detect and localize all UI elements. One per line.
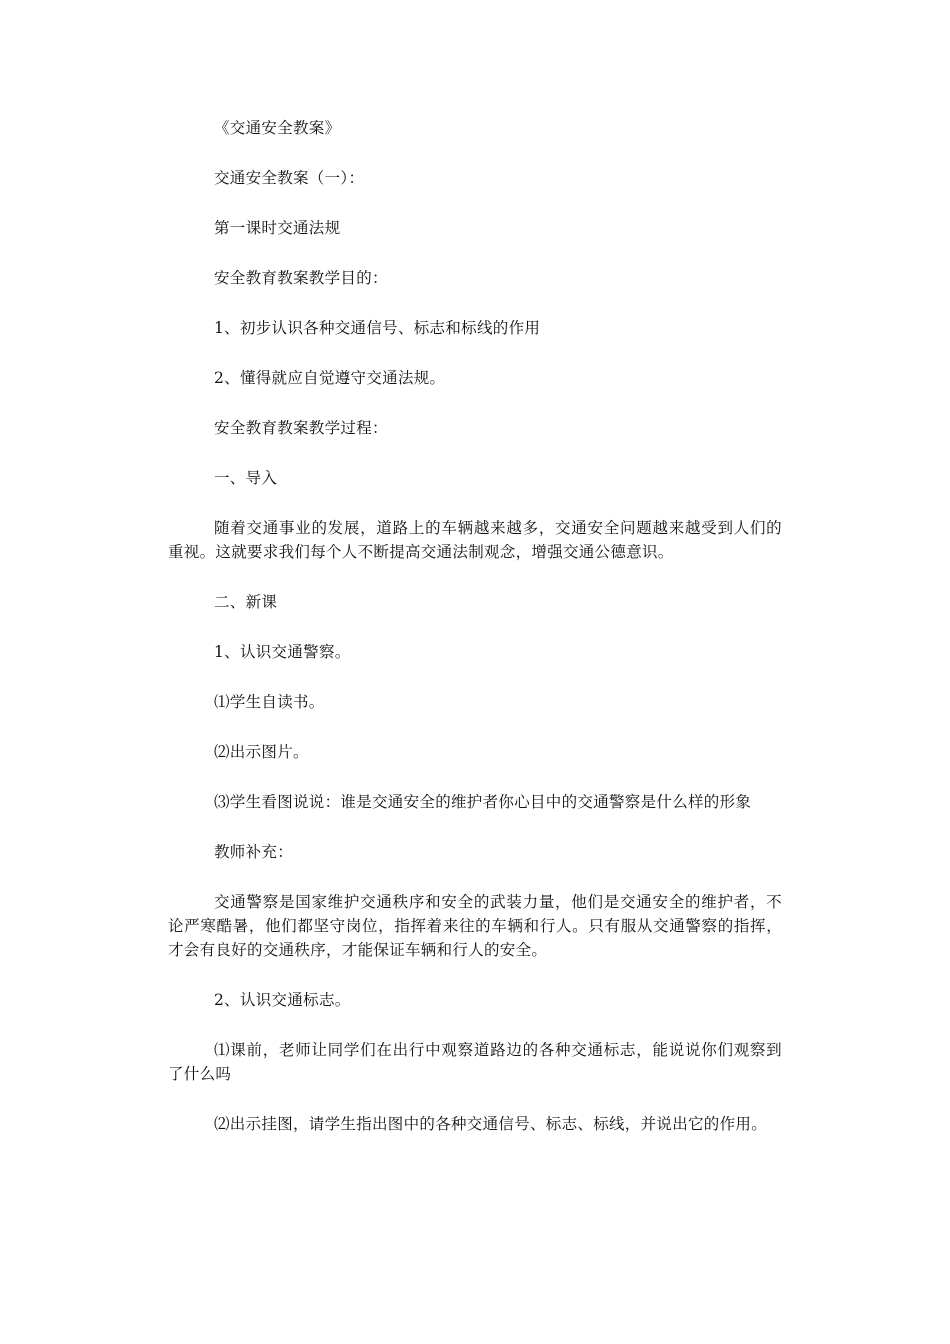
document-body <box>168 116 782 1162</box>
sub-item: ⑵出示图片。 <box>214 743 309 761</box>
sub-step: 2、认识交通标志。 <box>214 991 351 1009</box>
sub-item: ⑵出示挂图，请学生指出图中的各种交通信号、标志、标线，并说出它的作用。 <box>214 1115 768 1133</box>
body-paragraph: 随着交通事业的发展，道路上的车辆越来越多，交通安全问题越来越受到人们的重视。这就要求我们每个人不断提高交通法制观念，增强交通公德意识。 <box>168 519 782 561</box>
objective-item: 1、初步认识各种交通信号、标志和标线的作用 <box>214 319 541 337</box>
step-heading: 二、新课 <box>214 593 278 611</box>
objectives-heading: 安全教育教案教学目的： <box>214 269 388 287</box>
sub-item: ⑴学生自读书。 <box>214 693 325 711</box>
sub-step: 1、认识交通警察。 <box>214 643 351 661</box>
body-paragraph: 交通警察是国家维护交通秩序和安全的武装力量，他们是交通安全的维护者，不论严寒酷暑，他们都坚守岗位，指挥着来往的车辆和行人。只有服从交通警察的指挥，才会有良好的交通秩序，才能保证车辆和行人的安全。 <box>168 893 782 959</box>
objective-item: 2、懂得就应自觉遵守交通法规。 <box>214 369 446 387</box>
teacher-note-heading: 教师补充： <box>214 843 294 861</box>
section-heading: 交通安全教案（一）： <box>214 169 365 187</box>
sub-item: ⑶学生看图说说：谁是交通安全的维护者你心目中的交通警察是什么样的形象 <box>214 793 752 811</box>
lesson-heading: 第一课时交通法规 <box>214 219 341 237</box>
sub-item: ⑴课前，老师让同学们在出行中观察道路边的各种交通标志，能说说你们观察到了什么吗 <box>168 1041 782 1083</box>
step-heading: 一、导入 <box>214 469 278 487</box>
process-heading: 安全教育教案教学过程： <box>214 419 388 437</box>
document-title: 《交通安全教案》 <box>214 119 341 137</box>
